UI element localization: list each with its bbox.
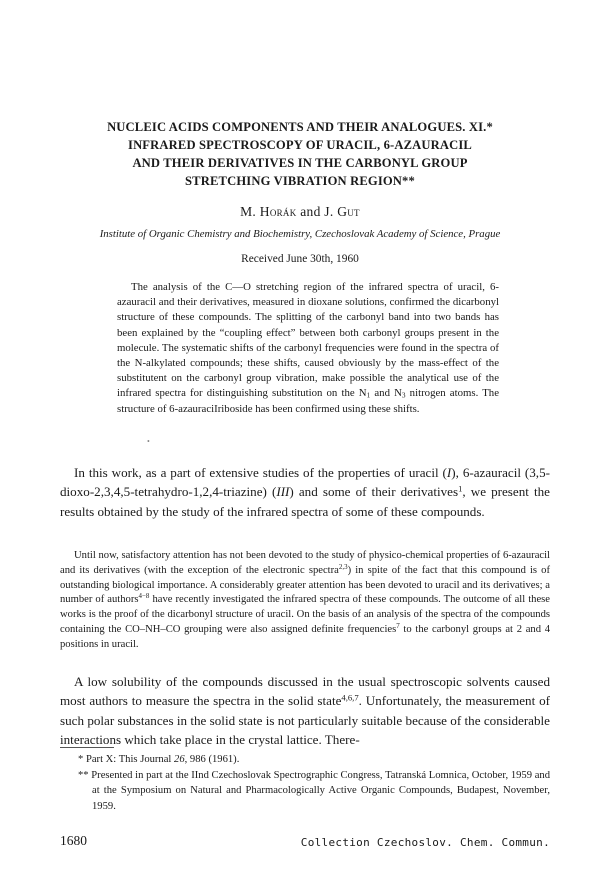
- received-date: Received June 30th, 1960: [241, 253, 359, 265]
- abstract-text: The analysis of the C—O stretching region of the infrared spectra of uracil, 6-azauracil and their derivatives, measured in dioxane solutions, confirmed the dicarbonyl structure of these compounds. The splitting of the carbonyl band into two bands has been explained by the “coupling effect” between both carbonyl groups present in the molecule. The systematic shifts of the carbonyl frequencies were found in the spectra of the N-alkylated compounds; these shifts, caused obviously by the mass-effect of the substitutent on the carbonyl group vibration, make possible the analytical use of the infrared spectra for distinguishing substitution on the N: [117, 281, 499, 400]
- compound-number: III: [276, 484, 290, 500]
- body-text: . Unfortunately, the measurement of such polar substances in the solid state is not particularly suitable because of the considerable interactions which take place in the crystal lattice. There-: [60, 693, 550, 748]
- author-1-initial: M.: [240, 204, 260, 219]
- institution: Institute of Organic Chemistry and Biochemistry, Czechoslovak Academy of Science, Prague: [99, 228, 501, 240]
- footnote-text: , 986 (1961).: [184, 754, 240, 765]
- body-paragraph-1: [60, 463, 550, 521]
- abstract-text: and N: [370, 387, 402, 400]
- footnotes: [60, 752, 550, 814]
- author-2-surname: Gut: [337, 204, 360, 219]
- reference-marker: 2,3: [338, 562, 348, 571]
- author-1-surname: Horák: [259, 204, 297, 219]
- authors: [0, 204, 600, 220]
- compound-number: I: [446, 465, 452, 480]
- reference-marker: 4,6,7: [341, 692, 359, 703]
- reference-marker: 4−8: [138, 592, 150, 601]
- body-text: to the carbonyl groups at 2 and 4 positions in uracil.: [60, 623, 551, 650]
- body-text: ) in spite of the fact that this compound is of outstanding biological importance. A considerably greater attention has been devoted to uracil and its derivatives; a number of authors: [60, 564, 550, 606]
- title-line: AND THEIR DERIVATIVES IN THE CARBONYL GROUP: [132, 156, 468, 170]
- author-2-initial: J.: [324, 204, 338, 219]
- reference-marker: 7: [396, 622, 400, 631]
- body-text: , we present the results obtained by the study of the infrared spectra of some of these compounds.: [60, 484, 550, 519]
- title-line: STRETCHING VIBRATION REGION**: [185, 174, 415, 188]
- body-text: Until now, satisfactory attention has not been devoted to the study of physico-chemical properties of 6-azauracil and its derivatives (with the exception of the electronic spectra: [60, 550, 550, 576]
- footnote-text: * Part X: This Journal: [78, 754, 175, 765]
- scan-mark: •: [147, 437, 150, 446]
- subscript: 1: [366, 390, 371, 400]
- title-line: INFRARED SPECTROSCOPY OF URACIL, 6-AZAURACIL: [128, 138, 472, 152]
- body-text: ) and some of their derivatives: [289, 484, 459, 500]
- footnote-rule: [60, 747, 114, 748]
- footnote-2: ** Presented in part at the IInd Czechoslovak Spectrographic Congress, Tatranská Lomnica, October, 1959 and at the Symposium on Natural and Pharmacologically Active Organic Compounds, Budapest, November, 1959.: [78, 769, 550, 812]
- abstract-text: nitrogen atoms. The structure of 6-azauraciIriboside has been confirmed using these shifts.: [117, 387, 499, 415]
- body-text: ), 6-azauracil (3,5-dioxo-2,3,4,5-tetrahydro-1,2,4-triazine) (: [60, 465, 550, 500]
- page-number: 1680: [60, 833, 87, 848]
- abstract: [117, 280, 499, 417]
- footnote-1: [60, 752, 550, 768]
- body-paragraph-2: [60, 549, 550, 653]
- body-text: A low solubility of the compounds discussed in the usual spectroscopic solvents caused most authors to measure the spectra in the solid state: [60, 674, 550, 709]
- body-text: In this work, as a part of extensive studies of the properties of uracil (: [74, 465, 447, 480]
- title-line: NUCLEIC ACIDS COMPONENTS AND THEIR ANALOGUES. XI.*: [107, 120, 493, 134]
- article-title: [60, 118, 540, 190]
- reference-marker: 1: [458, 483, 463, 494]
- body-paragraph-3: [60, 672, 550, 750]
- journal-name: Collection Czechoslov. Chem. Commun.: [300, 836, 550, 849]
- body-text: have recently investigated the infrared spectra of these compounds. The outcome of all these works is the proof of the dicarbonyl structure of uracil. On the basis of an analysis of the spectra of the compounds containing the CO–NH–CO grouping were also assigned definite frequencies: [60, 594, 550, 635]
- volume-number: 26: [174, 754, 185, 765]
- subscript: 3: [401, 390, 406, 400]
- authors-and: and: [296, 204, 325, 219]
